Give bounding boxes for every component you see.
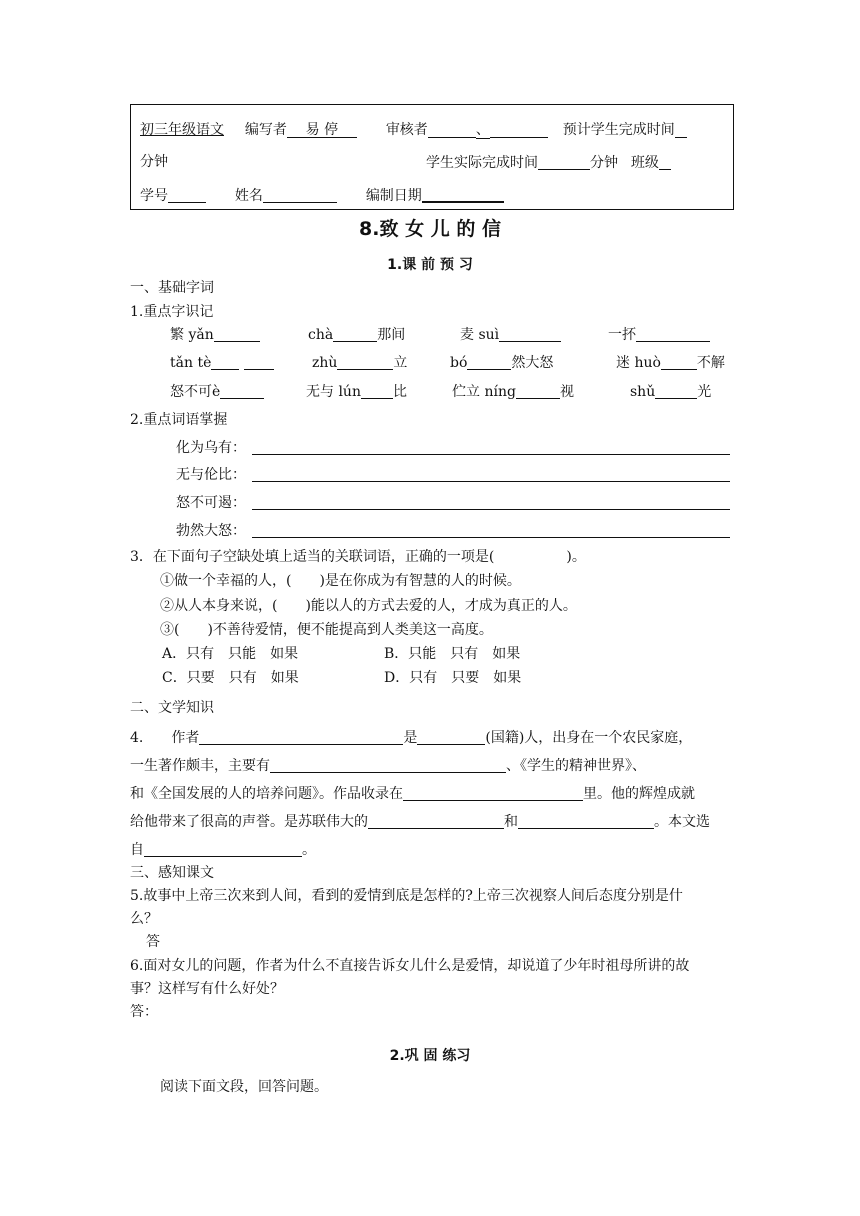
q3-sentence: ③( )不善待爱情，便不能提高到人类美这一高度。: [160, 622, 493, 638]
word-item: 麦 suì: [460, 327, 561, 342]
answer-blank[interactable]: [403, 786, 583, 801]
word-item: 伫立 níng 视: [452, 384, 574, 400]
q5-answer-label: 答: [146, 934, 160, 950]
section2-instruction: 阅读下面文段，回答问题。: [160, 1079, 328, 1095]
option-a[interactable]: A．只有 只能 如果: [162, 646, 299, 662]
answer-blank[interactable]: [214, 327, 260, 342]
q6-line-1: 6.面对女儿的问题，作者为什么不直接告诉女儿什么是爱情，却说道了少年时祖母所讲的故: [130, 958, 690, 974]
answer-blank[interactable]: [661, 355, 697, 370]
answer-blank[interactable]: [417, 730, 485, 745]
date-label: 编制日期: [365, 188, 422, 204]
answer-blank[interactable]: [516, 384, 560, 399]
author-label: 编写者: [244, 122, 287, 138]
word-item: 怒不可è: [170, 384, 264, 399]
term-label: 怒不可遏：: [176, 495, 246, 511]
class-blank[interactable]: [659, 155, 671, 170]
q4-line-2: 一生著作颇丰，主要有 、《学生的精神世界》、: [130, 758, 646, 774]
word-item: chà 那间: [308, 327, 406, 343]
q4-line-5: 自 。: [130, 842, 316, 858]
answer-line[interactable]: [252, 481, 730, 482]
answer-blank[interactable]: [211, 355, 239, 370]
answer-blank[interactable]: [499, 327, 561, 342]
answer-blank[interactable]: [270, 758, 506, 773]
header-row-1: [140, 123, 687, 138]
minutes2-label: 分钟: [590, 155, 618, 171]
answer-blank[interactable]: [655, 384, 697, 399]
word-item: shǔ 光: [630, 384, 712, 400]
q1-heading: 1.重点字识记: [130, 304, 214, 320]
answer-line[interactable]: [252, 454, 730, 455]
answer-blank[interactable]: [368, 814, 504, 829]
student-id-label: 学号: [140, 188, 168, 204]
part3-heading: 三、感知课文: [130, 865, 214, 881]
name-blank[interactable]: [263, 188, 337, 203]
minutes-label: 分钟: [140, 154, 168, 170]
word-item: tǎn tè: [170, 355, 274, 370]
class-label: 班级: [630, 155, 659, 171]
est-time-blank[interactable]: [675, 123, 687, 138]
part2-heading: 二、文学知识: [130, 700, 214, 716]
reviewer-sep: 、: [475, 122, 490, 138]
answer-blank[interactable]: [244, 355, 274, 370]
grade-label: 初三年级语文: [140, 122, 224, 138]
part1-heading: 一、基础字词: [130, 280, 214, 296]
q3-sentence: ②从人本身来说，( )能以人的方式去爱的人，才成为真正的人。: [160, 598, 577, 614]
answer-blank[interactable]: [467, 355, 511, 370]
author-name: 易 停: [287, 123, 357, 138]
answer-blank[interactable]: [333, 327, 377, 342]
answer-blank[interactable]: [518, 814, 654, 829]
option-c[interactable]: C．只要 只有 如果: [162, 670, 299, 686]
q3-question: 3．在下面句子空缺处填上适当的关联词语，正确的一项是( )。: [130, 549, 586, 565]
q4-line-4: 给他带来了很高的声誉。是苏联伟大的 和 。本文选: [130, 814, 710, 830]
q4-line-1: 4. 作者 是 (国籍)人，出身在一个农民家庭，: [130, 730, 693, 746]
word-item: 繁 yǎn: [170, 327, 260, 342]
actual-time-label: 学生实际完成时间: [426, 155, 538, 171]
answer-blank[interactable]: [199, 730, 403, 745]
term-label: 化为乌有：: [176, 440, 246, 456]
word-item: 一抔: [608, 327, 710, 342]
word-item: zhù 立: [312, 355, 408, 371]
page-title: 8.致 女 儿 的 信: [359, 218, 501, 240]
term-label: 勃然大怒：: [176, 523, 246, 539]
word-item: bó 然大怒: [450, 355, 554, 371]
option-b[interactable]: B．只能 只有 如果: [384, 646, 521, 662]
reviewer-label: 审核者: [385, 122, 428, 138]
q5-line-2: 么？: [130, 911, 158, 927]
answer-line[interactable]: [252, 537, 730, 538]
option-d[interactable]: D．只有 只要 如果: [384, 670, 522, 686]
student-id-blank[interactable]: [168, 188, 206, 203]
section2-heading: 2.巩 固 练习: [389, 1048, 471, 1064]
reviewer-blank-1[interactable]: [428, 123, 476, 138]
word-item: 迷 huò 不解: [616, 355, 725, 371]
answer-line[interactable]: [252, 509, 730, 510]
word-item: 无与 lún 比: [306, 384, 407, 400]
section1-heading: 1.课 前 预 习: [387, 257, 473, 273]
actual-time-blank[interactable]: [538, 155, 590, 170]
name-label: 姓名: [234, 188, 263, 204]
date-blank[interactable]: [422, 187, 504, 203]
answer-blank[interactable]: [220, 384, 264, 399]
reviewer-blank-2[interactable]: [490, 123, 548, 138]
answer-blank[interactable]: [337, 355, 393, 370]
q2-heading: 2.重点词语掌握: [130, 412, 228, 428]
q6-answer-label: 答：: [130, 1004, 158, 1020]
header-row-3: [140, 187, 504, 203]
q3-sentence: ①做一个幸福的人，( )是在你成为有智慧的人的时候。: [160, 573, 521, 589]
est-time-label: 预计学生完成时间: [562, 122, 675, 138]
header-row-2: [426, 155, 671, 170]
term-label: 无与伦比：: [176, 467, 246, 483]
q6-line-2: 事？这样写有什么好处？: [130, 981, 284, 997]
q5-line-1: 5.故事中上帝三次来到人间，看到的爱情到底是怎样的?上帝三次视察人间后态度分别是什: [130, 888, 683, 904]
answer-blank[interactable]: [636, 327, 710, 342]
answer-blank[interactable]: [144, 842, 302, 857]
q4-line-3: 和《全国发展的人的培养问题》。作品收录在 里。他的辉煌成就: [130, 786, 695, 802]
answer-blank[interactable]: [361, 384, 393, 399]
